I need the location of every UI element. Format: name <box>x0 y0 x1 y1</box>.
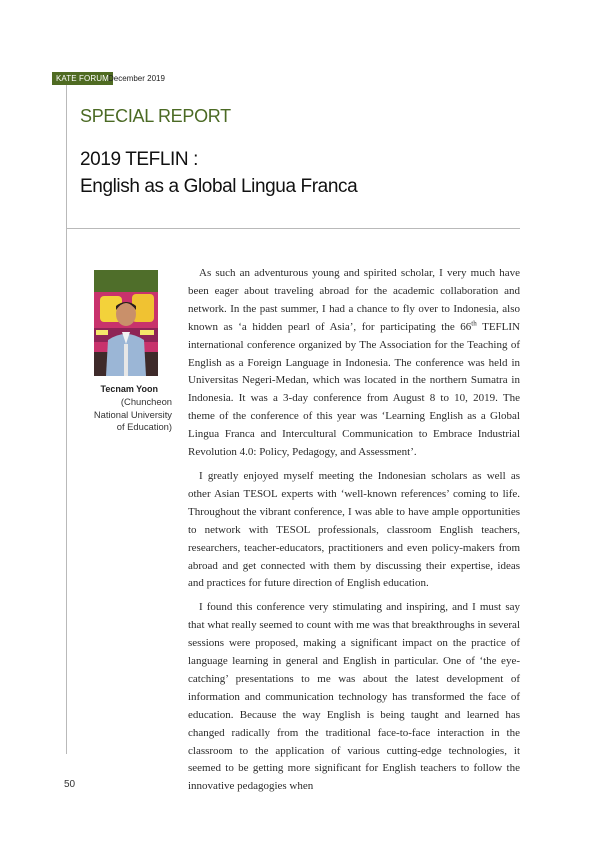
article-body <box>188 265 520 802</box>
title-line-2: English as a Global Lingua Franca <box>80 176 358 197</box>
affiliation-line: of Education) <box>116 421 172 432</box>
author-affiliation <box>70 396 172 434</box>
forum-label: KATE FORUM <box>52 72 113 85</box>
author-photo <box>94 270 158 376</box>
author-photo-illustration <box>94 270 158 376</box>
horizontal-rule <box>66 228 520 229</box>
section-label: SPECIAL REPORT <box>80 106 231 126</box>
vertical-rule <box>66 84 67 754</box>
paragraph-2: I greatly enjoyed myself meeting the Indonesian scholars as well as other Asian TESOL experts with ‘well-known references’ coming to life. Throughout the vibrant conference, I was able to have ample opportunities to network with TESOL professionals, classroom English teachers, researchers, teacher-educators, practitioners and even policy-makers from abroad and get connected with them by discussing their expertise, ideas and practices for future direction of English education. <box>188 469 520 590</box>
paragraph-1-text-cont: TEFLIN international conference organized by The Association for the Teaching of English as a Foreign Language in Indonesia. The conference was held in Universitas Negeri-Medan, which was located in the northern Sumatra in Indonesia. It was a 3-day conference from August 8 to 10, 2019. The theme of the conference of this year was ‘Learning English as a Global Lingua Franca and Intercultural Communication to Embrace Industrial Revolution 4.0: Policy, Pedagogy, and Assessment’. <box>188 320 521 459</box>
paragraph-1-text: As such an adventurous young and spirited scholar, I very much have been eager about traveling abroad for the academic collaboration and network. In the past summer, I had a chance to fly over to Indonesia, also known as ‘a hidden pearl of Asia’, for participating the 66 <box>188 267 520 333</box>
title-line-1: 2019 TEFLIN : <box>80 149 199 170</box>
page-number: 50 <box>64 779 76 790</box>
affiliation-line: (Chuncheon <box>120 396 172 407</box>
paragraph-1 <box>188 265 520 462</box>
article-title <box>80 146 500 200</box>
paragraph-3: I found this conference very stimulating and inspiring, and I must say that what really seemed to count with me was that breakthroughs in several sessions were proposed, making a significant impact on the practice of language learning in general and English in particular. One of ‘the eye-catching’ presentations to me was about the latest development of information and communication technology has transformed the face of education. Because the way English is being taught and learned has changed radically from the traditional face-to-face interaction in the classroom to the application of various cutting-edge technologies, it seemed to be getting more significant for English teachers to follow the innovative pedagogies when <box>188 601 520 793</box>
affiliation-line: National University <box>93 408 172 420</box>
ordinal-suffix: th <box>471 319 477 328</box>
author-name: Tecnam Yoon <box>100 384 158 394</box>
issue-date: December 2019 <box>108 74 165 83</box>
